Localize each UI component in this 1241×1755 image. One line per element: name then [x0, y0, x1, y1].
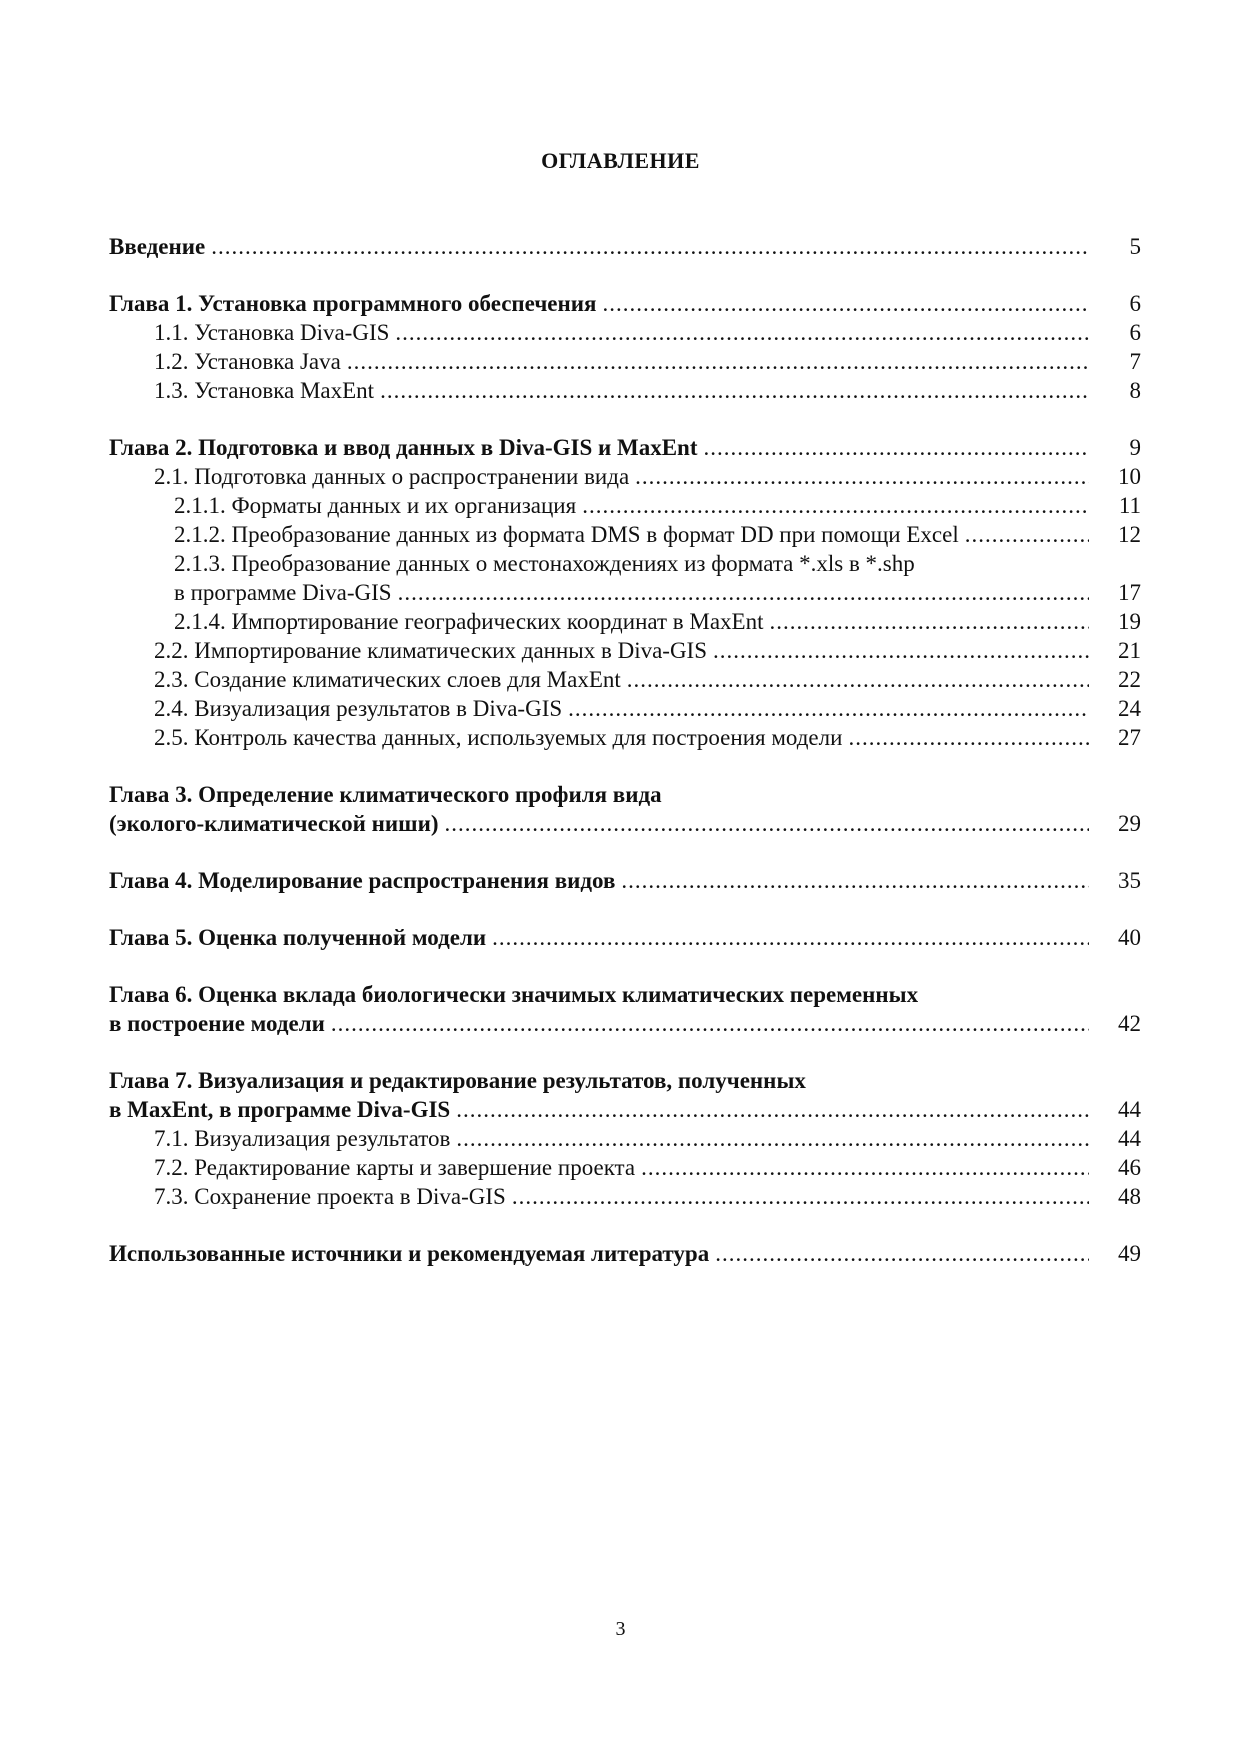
- toc-leader: [211, 232, 1089, 261]
- toc-page-number: 19: [1118, 609, 1141, 634]
- toc-leader: [602, 289, 1089, 318]
- toc-leader: [445, 809, 1089, 838]
- toc-leader: [848, 723, 1089, 752]
- toc-entry-chapter-6[interactable]: [109, 980, 1141, 1009]
- toc-entry-text: в программе Diva-GIS: [174, 580, 392, 605]
- toc-leader: [380, 376, 1089, 405]
- toc-page-number: 8: [1129, 378, 1141, 403]
- table-of-contents: [109, 232, 1141, 1268]
- toc-entry-text: (эколого-климатической ниши): [109, 811, 439, 836]
- toc-entry-chapter-7[interactable]: [109, 1066, 1141, 1095]
- toc-entry-text: 1.3. Установка MaxEnt: [154, 378, 375, 403]
- toc-entry-text: Глава 2. Подготовка и ввод данных в Diva-GIS и MaxEnt: [109, 435, 698, 460]
- toc-page-number: 46: [1118, 1155, 1141, 1180]
- toc-entry-text: 2.1.2. Преобразование данных из формата DMS в формат DD при помощи Excel: [174, 522, 959, 547]
- toc-entry-text: 2.1. Подготовка данных о распространении вида: [154, 464, 630, 489]
- toc-entry-chapter-7-cont[interactable]: [109, 1095, 1141, 1124]
- toc-entry-references[interactable]: [109, 1239, 1141, 1268]
- toc-entry-text: Использованные источники и рекомендуемая литература: [109, 1241, 710, 1266]
- toc-entry-1-1[interactable]: [109, 318, 1141, 347]
- toc-page-number: 21: [1118, 638, 1141, 663]
- toc-page-number: 48: [1118, 1184, 1141, 1209]
- toc-entry-text: Глава 1. Установка программного обеспечения: [109, 291, 597, 316]
- toc-entry-text: в построение модели: [109, 1011, 325, 1036]
- toc-entry-chapter-1[interactable]: [109, 289, 1141, 318]
- toc-leader: [965, 520, 1089, 549]
- toc-entry-2-5[interactable]: [109, 723, 1141, 752]
- toc-entry-2-1-2[interactable]: [109, 520, 1141, 549]
- toc-entry-text: 7.3. Сохранение проекта в Diva-GIS: [154, 1184, 506, 1209]
- toc-page-number: 10: [1118, 464, 1141, 489]
- toc-page-number: 7: [1129, 349, 1141, 374]
- toc-page-number: 44: [1118, 1126, 1141, 1151]
- toc-entry-7-1[interactable]: [109, 1124, 1141, 1153]
- toc-entry-2-2[interactable]: [109, 636, 1141, 665]
- toc-entry-2-1[interactable]: [109, 462, 1141, 491]
- toc-entry-text: 2.4. Визуализация результатов в Diva-GIS: [154, 696, 563, 721]
- toc-leader: [398, 578, 1089, 607]
- toc-leader: [770, 607, 1090, 636]
- toc-entry-text: 2.1.4. Импортирование географических координат в MaxEnt: [174, 609, 764, 634]
- toc-page-number: 9: [1129, 435, 1141, 460]
- toc-entry-2-1-4[interactable]: [109, 607, 1141, 636]
- toc-leader: [456, 1124, 1089, 1153]
- toc-page-number: 6: [1129, 291, 1141, 316]
- toc-leader: [568, 694, 1089, 723]
- toc-page-number: 24: [1118, 696, 1141, 721]
- toc-page-number: 35: [1118, 868, 1141, 893]
- toc-page-number: 22: [1118, 667, 1141, 692]
- toc-entry-chapter-3-cont[interactable]: [109, 809, 1141, 838]
- toc-entry-2-1-3[interactable]: [109, 549, 1141, 578]
- toc-entry-7-2[interactable]: [109, 1153, 1141, 1182]
- toc-entry-text: 2.1.1. Форматы данных и их организация: [174, 493, 577, 518]
- toc-entry-chapter-5[interactable]: [109, 923, 1141, 952]
- toc-entry-chapter-3[interactable]: [109, 780, 1141, 809]
- toc-page-number: 49: [1118, 1241, 1141, 1266]
- toc-leader: [512, 1182, 1089, 1211]
- toc-entry-text: 2.5. Контроль качества данных, используемых для построения модели: [154, 725, 843, 750]
- toc-entry-1-2[interactable]: [109, 347, 1141, 376]
- toc-page-number: 12: [1118, 522, 1141, 547]
- page-title: ОГЛАВЛЕНИЕ: [541, 148, 700, 173]
- toc-page-number: 29: [1118, 811, 1141, 836]
- toc-page-number: 27: [1118, 725, 1141, 750]
- toc-page-number: 11: [1118, 493, 1141, 518]
- toc-entry-text: 1.2. Установка Java: [154, 349, 341, 374]
- toc-entry-text: в MaxEnt, в программе Diva-GIS: [109, 1097, 451, 1122]
- toc-entry-2-1-3-cont[interactable]: [109, 578, 1141, 607]
- toc-entry-text: Глава 3. Определение климатического профиля вида: [109, 782, 662, 807]
- toc-page-number: 40: [1118, 925, 1141, 950]
- toc-entry-text: Введение: [109, 234, 206, 259]
- toc-entry-intro[interactable]: [109, 232, 1141, 261]
- toc-entry-text: 2.1.3. Преобразование данных о местонахождениях из формата *.xls в *.shp: [174, 551, 915, 576]
- toc-leader: [641, 1153, 1089, 1182]
- toc-page-number: 42: [1118, 1011, 1141, 1036]
- toc-entry-text: Глава 5. Оценка полученной модели: [109, 925, 487, 950]
- toc-entry-1-3[interactable]: [109, 376, 1141, 405]
- toc-entry-chapter-4[interactable]: [109, 866, 1141, 895]
- page-number: 3: [615, 1618, 626, 1640]
- toc-page-number: 6: [1129, 320, 1141, 345]
- toc-page-number: 5: [1129, 234, 1141, 259]
- toc-entry-text: Глава 4. Моделирование распространения видов: [109, 868, 616, 893]
- toc-leader: [704, 433, 1089, 462]
- toc-leader: [492, 923, 1089, 952]
- toc-entry-text: 7.1. Визуализация результатов: [154, 1126, 451, 1151]
- toc-entry-text: Глава 7. Визуализация и редактирование результатов, полученных: [109, 1068, 806, 1093]
- toc-leader: [582, 491, 1089, 520]
- toc-entry-text: 2.3. Создание климатических слоев для MaxEnt: [154, 667, 621, 692]
- toc-leader: [621, 866, 1089, 895]
- toc-entry-text: 2.2. Импортирование климатических данных в Diva-GIS: [154, 638, 708, 663]
- toc-leader: [395, 318, 1089, 347]
- toc-page-number: 44: [1118, 1097, 1141, 1122]
- toc-leader: [456, 1095, 1089, 1124]
- toc-leader: [713, 636, 1089, 665]
- toc-page-number: 17: [1118, 580, 1141, 605]
- toc-entry-2-1-1[interactable]: [109, 491, 1141, 520]
- toc-leader: [347, 347, 1089, 376]
- toc-leader: [627, 665, 1089, 694]
- toc-entry-2-4[interactable]: [109, 694, 1141, 723]
- toc-entry-7-3[interactable]: [109, 1182, 1141, 1211]
- toc-entry-chapter-2[interactable]: [109, 433, 1141, 462]
- toc-leader: [715, 1239, 1089, 1268]
- toc-entry-text: 7.2. Редактирование карты и завершение проекта: [154, 1155, 636, 1180]
- toc-entry-2-3[interactable]: [109, 665, 1141, 694]
- toc-entry-text: 1.1. Установка Diva-GIS: [154, 320, 390, 345]
- toc-leader: [635, 462, 1089, 491]
- toc-leader: [331, 1009, 1089, 1038]
- toc-entry-chapter-6-cont[interactable]: [109, 1009, 1141, 1038]
- toc-entry-text: Глава 6. Оценка вклада биологически значимых климатических переменных: [109, 982, 919, 1007]
